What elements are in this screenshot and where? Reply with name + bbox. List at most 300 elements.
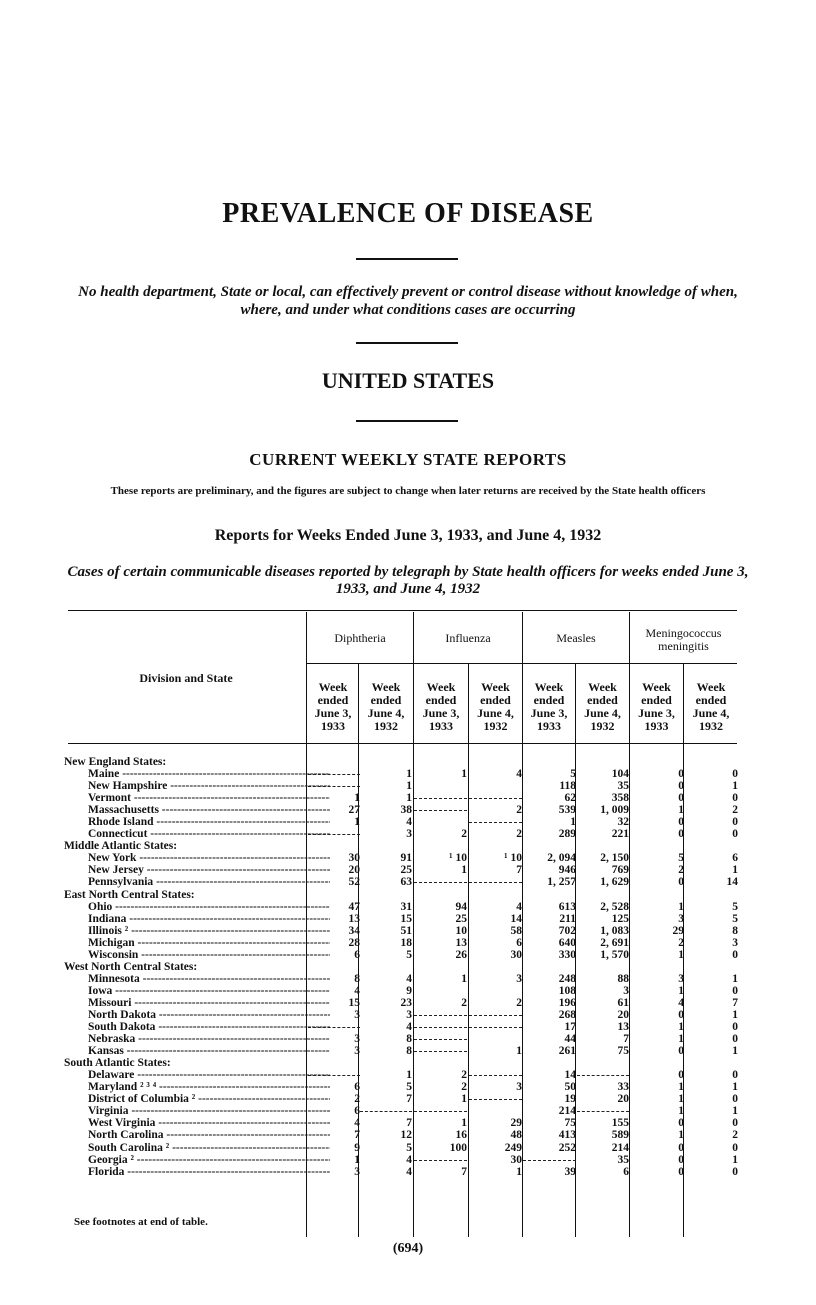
table-cell: 91	[400, 852, 412, 865]
table-cell: 35	[617, 780, 629, 793]
table-cell: 18	[400, 936, 412, 949]
table-cell: 0	[678, 1153, 684, 1166]
table-cell: 2, 528	[600, 900, 629, 913]
col-header: Week ended June 4, 1932	[692, 680, 730, 733]
table-cell: 2	[461, 1081, 467, 1094]
empty-cell-dash	[414, 1021, 467, 1028]
table-row	[60, 864, 750, 876]
state-label: Ohio -----	[88, 901, 330, 913]
table-cell: 29	[510, 1117, 522, 1130]
state-label: North Dakota -----	[88, 1009, 330, 1021]
table-cell: 14	[726, 876, 738, 889]
tagline-rule	[356, 342, 458, 344]
table-row	[60, 876, 750, 888]
table-cell: 6	[516, 936, 522, 949]
table-cell: 3	[732, 936, 738, 949]
table-cell: 589	[611, 1129, 629, 1142]
table-cell: 19	[564, 1093, 576, 1106]
table-cell: 20	[348, 864, 360, 877]
state-label: Georgia ² -----	[88, 1154, 330, 1166]
division-row	[60, 1057, 750, 1069]
table-cell: 1	[461, 768, 467, 781]
section-title: UNITED STATES	[321, 368, 495, 393]
table-cell: 94	[455, 900, 467, 913]
table-row	[60, 1069, 750, 1081]
table-cell: 0	[732, 816, 738, 829]
table-cell: 52	[348, 876, 360, 889]
empty-cell-dash	[414, 1033, 467, 1040]
state-label: Pennsylvania -----	[88, 876, 330, 888]
table-cell: 25	[455, 912, 467, 925]
table-row	[60, 997, 750, 1009]
table-cell: 34	[348, 924, 360, 937]
table-cell: 252	[558, 1141, 576, 1154]
table-cell: 0	[678, 1117, 684, 1130]
division-row	[60, 756, 750, 768]
table-cell: 1	[732, 780, 738, 793]
table-cell: 1	[678, 1033, 684, 1046]
table-cell: 214	[611, 1141, 629, 1154]
table-cell: 702	[558, 924, 576, 937]
state-label: Nebraska -----	[88, 1033, 330, 1045]
table-cell: 20	[617, 1093, 629, 1106]
table-cell: 0	[732, 768, 738, 781]
table-row	[60, 1154, 750, 1166]
table-cell: 2	[461, 1069, 467, 1082]
table-cell: 30	[510, 948, 522, 961]
table-cell: 1	[406, 768, 412, 781]
empty-cell-dash	[414, 1045, 467, 1052]
table-cell: 4	[406, 1021, 412, 1034]
table-row	[60, 901, 750, 913]
table-cell: 1	[354, 1153, 360, 1166]
table-cell: 0	[678, 1045, 684, 1058]
table-cell: ¹ 10	[449, 852, 467, 865]
table-cell: 2	[516, 996, 522, 1009]
table-cell: 196	[558, 996, 576, 1009]
col-header: Week ended June 3, 1933	[530, 680, 568, 733]
table-cell: 0	[678, 876, 684, 889]
state-label: Rhode Island -----	[88, 816, 330, 828]
table-cell: 38	[400, 804, 412, 817]
state-label: North Carolina -----	[88, 1129, 330, 1141]
table-row	[60, 985, 750, 997]
table-cell: 4	[406, 816, 412, 829]
table-cell: 769	[611, 864, 629, 877]
table-row	[60, 1033, 750, 1045]
table-cell: 2, 150	[600, 852, 629, 865]
table-cell: 7	[354, 1129, 360, 1142]
table-cell: 35	[617, 1153, 629, 1166]
state-label: New Hampshire -----	[88, 780, 330, 792]
table-cell: 2	[461, 828, 467, 841]
table-cell: 5	[406, 1081, 412, 1094]
table-row	[60, 913, 750, 925]
table-cell: 1	[678, 984, 684, 997]
table-cell: 2	[516, 828, 522, 841]
col-header: Week ended June 3, 1933	[638, 680, 675, 733]
table-cell: 0	[732, 1021, 738, 1034]
table-cell: 0	[732, 948, 738, 961]
table-cell: 0	[732, 1117, 738, 1130]
state-label: Michigan -----	[88, 937, 330, 949]
state-label: Delaware -----	[88, 1069, 330, 1081]
group-header-influenza: Influenza	[445, 631, 491, 645]
empty-cell-dash	[308, 1069, 360, 1076]
table-cell: 1	[570, 816, 576, 829]
division-state-header: Division and State	[139, 671, 233, 685]
table-cell: 1, 257	[547, 876, 576, 889]
table-cell: 6	[354, 1081, 360, 1094]
table-cell: 14	[510, 912, 522, 925]
table-cell: 51	[400, 924, 412, 937]
division-row	[60, 961, 750, 973]
table-row	[60, 1045, 750, 1057]
state-label: West Virginia -----	[88, 1117, 330, 1129]
empty-cell-dash	[414, 804, 467, 811]
table-cell: 1	[732, 1008, 738, 1021]
empty-cell-dash	[469, 1093, 522, 1100]
state-label: New York -----	[88, 852, 330, 864]
table-cell: 6	[354, 1105, 360, 1118]
table-cell: 108	[558, 984, 576, 997]
table-cell: 0	[732, 1069, 738, 1082]
table-row	[60, 828, 750, 840]
table-cell: 1	[461, 1117, 467, 1130]
empty-cell-dash	[469, 1069, 522, 1076]
empty-cell-dash	[308, 828, 360, 835]
table-cell: 2	[354, 1093, 360, 1106]
table-cell: 15	[400, 912, 412, 925]
table-row	[60, 949, 750, 961]
table-cell: 8	[406, 1033, 412, 1046]
table-cell: 1	[732, 1081, 738, 1094]
table-cell: 1	[732, 1105, 738, 1118]
table-cell: 4	[354, 984, 360, 997]
state-label: Minnesota -----	[88, 973, 330, 985]
table-cell: 4	[354, 1117, 360, 1130]
table-cell: 0	[732, 984, 738, 997]
table-cell: 3	[516, 972, 522, 985]
empty-cell-dash	[414, 792, 467, 799]
table-cell: 13	[455, 936, 467, 949]
table-cell: 29	[672, 924, 684, 937]
table-cell: 155	[611, 1117, 629, 1130]
table-cell: 6	[354, 948, 360, 961]
table-cell: 8	[732, 924, 738, 937]
table-cell: 28	[348, 936, 360, 949]
table-cell: 39	[564, 1165, 576, 1178]
division-row	[60, 889, 750, 901]
table-cell: 4	[406, 1165, 412, 1178]
table-cell: 17	[564, 1021, 576, 1034]
table-cell: 214	[558, 1105, 576, 1118]
reports-title: Reports for Weeks Ended June 3, 1933, and June 4, 1932	[214, 527, 602, 544]
table-cell: 0	[678, 1008, 684, 1021]
title-rule	[356, 258, 458, 260]
table-cell: 1	[354, 816, 360, 829]
state-label: Virginia -----	[88, 1105, 330, 1117]
empty-cell-dash	[469, 792, 522, 799]
table-cell: 61	[617, 996, 629, 1009]
table-cell: 1	[406, 780, 412, 793]
table-cell: 8	[354, 972, 360, 985]
state-label: Maine -----	[88, 768, 330, 780]
table-cell: 5	[732, 912, 738, 925]
table-cell: 62	[564, 792, 576, 805]
state-label: Florida -----	[88, 1166, 330, 1178]
table-row	[60, 792, 750, 804]
table-cell: 16	[455, 1129, 467, 1142]
col-header: Week ended June 4, 1932	[477, 680, 514, 733]
table-cell: 118	[559, 780, 576, 793]
table-cell: 211	[559, 912, 576, 925]
empty-cell-dash	[308, 1021, 360, 1028]
table-cell: 330	[558, 948, 576, 961]
table-cell: 88	[617, 972, 629, 985]
table-row	[60, 804, 750, 816]
table-cell: 4	[678, 996, 684, 1009]
state-label: Wisconsin -----	[88, 949, 330, 961]
table-cell: 6	[623, 1165, 629, 1178]
table-cell: 33	[617, 1081, 629, 1094]
division-label: West North Central States:	[64, 960, 198, 973]
table-cell: 9	[354, 1141, 360, 1154]
subsection-title: CURRENT WEEKLY STATE REPORTS	[249, 450, 567, 469]
table-cell: 5	[406, 1141, 412, 1154]
table-cell: 1, 009	[600, 804, 629, 817]
table-row	[60, 1166, 750, 1178]
state-label: Kansas -----	[88, 1045, 330, 1057]
table-cell: 2	[516, 804, 522, 817]
group-header-meningitis: Meningococcus meningitis	[645, 626, 722, 653]
division-label: New England States:	[64, 756, 167, 768]
table-cell: 1	[678, 1129, 684, 1142]
empty-cell-dash	[469, 1021, 522, 1028]
empty-cell-dash	[360, 1105, 412, 1112]
table-cell: 3	[678, 912, 684, 925]
table-cell: 358	[611, 792, 629, 805]
table-cell: 1	[354, 792, 360, 805]
state-label: Vermont -----	[88, 792, 330, 804]
empty-cell-dash	[414, 1009, 467, 1016]
table-cell: 3	[406, 828, 412, 841]
table-cell: 12	[400, 1129, 412, 1142]
table-cell: 58	[510, 924, 522, 937]
table-cell: 25	[400, 864, 412, 877]
division-row	[60, 840, 750, 852]
empty-cell-dash	[469, 1009, 522, 1016]
table-cell: 3	[354, 1033, 360, 1046]
table-cell: 104	[611, 768, 629, 781]
table-cell: 221	[611, 828, 629, 841]
table-cell: 9	[406, 984, 412, 997]
table-cell: 23	[400, 996, 412, 1009]
table-row	[60, 1129, 750, 1141]
table-cell: 7	[406, 1093, 412, 1106]
table-cell: 7	[516, 864, 522, 877]
table-cell: 27	[348, 804, 360, 817]
table-cell: 50	[564, 1081, 576, 1094]
table-cell: ¹ 10	[504, 852, 522, 865]
table-cell: 1	[732, 864, 738, 877]
table-cell: 249	[504, 1141, 522, 1154]
table-cell: 1	[461, 972, 467, 985]
table-cell: 1, 570	[600, 948, 629, 961]
table-cell: 1	[732, 1153, 738, 1166]
empty-cell-dash	[414, 1154, 467, 1161]
table-cell: 2	[678, 936, 684, 949]
division-label: East North Central States:	[64, 888, 195, 901]
table-cell: 13	[617, 1021, 629, 1034]
empty-cell-dash	[414, 876, 467, 883]
table-cell: 0	[678, 1165, 684, 1178]
table-cell: 3	[406, 1008, 412, 1021]
group-header-measles: Measles	[556, 631, 596, 645]
table-cell: 613	[558, 900, 576, 913]
empty-cell-dash	[577, 1069, 629, 1076]
empty-cell-dash	[469, 816, 522, 823]
table-cell: 75	[564, 1117, 576, 1130]
table-cell: 248	[558, 972, 576, 985]
state-label: South Carolina ² -----	[88, 1142, 330, 1154]
table-cell: 4	[516, 900, 522, 913]
tagline: No health department, State or local, can effectively prevent or control disease without knowledge of when, where, and under what conditions cases are occurring	[78, 284, 738, 318]
table-cell: 7	[732, 996, 738, 1009]
table-cell: 100	[449, 1141, 467, 1154]
state-label: Indiana -----	[88, 913, 330, 925]
table-cell: 0	[678, 828, 684, 841]
table-cell: 1	[678, 900, 684, 913]
col-header: Week ended June 3, 1933	[422, 680, 460, 733]
table-cell: 0	[678, 792, 684, 805]
table-cell: 1	[732, 972, 738, 985]
table-cell: 2	[461, 996, 467, 1009]
table-cell: 75	[617, 1045, 629, 1058]
state-label: Iowa -----	[88, 985, 330, 997]
table-cell: 4	[406, 1153, 412, 1166]
table-cell: 2, 094	[547, 852, 576, 865]
state-label: Missouri -----	[88, 997, 330, 1009]
table-cell: 2, 691	[600, 936, 629, 949]
table-cell: 47	[348, 900, 360, 913]
footnote-reference: See footnotes at end of table.	[74, 1216, 208, 1228]
col-header: Week ended June 3, 1933	[314, 680, 352, 733]
table-cell: 0	[732, 828, 738, 841]
table-cell: 2	[732, 804, 738, 817]
col-header: Week ended June 4, 1932	[367, 680, 405, 733]
table-row	[60, 1105, 750, 1117]
col-header: Week ended June 4, 1932	[584, 680, 621, 733]
table-cell: 30	[510, 1153, 522, 1166]
table-cell: 10	[455, 924, 467, 937]
empty-cell-dash	[523, 1154, 576, 1161]
state-label: Connecticut -----	[88, 828, 330, 840]
table-cell: 0	[732, 1141, 738, 1154]
table-cell: 3	[354, 1008, 360, 1021]
table-cell: 3	[623, 984, 629, 997]
table-cell: 1	[678, 1093, 684, 1106]
state-label: Illinois ² -----	[88, 925, 330, 937]
table-row	[60, 1142, 750, 1154]
page-title: PREVALENCE OF DISEASE	[222, 198, 594, 229]
table-cell: 0	[732, 1165, 738, 1178]
table-cell: 14	[564, 1069, 576, 1082]
table-row	[60, 1021, 750, 1033]
table-cell: 7	[406, 1117, 412, 1130]
table-row	[60, 852, 750, 864]
table-cell: 268	[558, 1008, 576, 1021]
table-cell: 0	[678, 816, 684, 829]
table-cell: 2	[732, 1129, 738, 1142]
table-cell: 0	[678, 780, 684, 793]
table-cell: 1	[516, 1045, 522, 1058]
table-cell: 2	[678, 864, 684, 877]
table-cell: 413	[558, 1129, 576, 1142]
table-cell: 3	[354, 1045, 360, 1058]
table-cell: 3	[354, 1165, 360, 1178]
table-cell: 26	[455, 948, 467, 961]
table-cell: 125	[611, 912, 629, 925]
table-cell: 5	[678, 852, 684, 865]
table-cell: 15	[348, 996, 360, 1009]
table-cell: 1	[461, 864, 467, 877]
state-label: Massachusetts -----	[88, 804, 330, 816]
table-cell: 8	[406, 1045, 412, 1058]
table-cell: 6	[732, 852, 738, 865]
table-cell: 31	[400, 900, 412, 913]
table-cell: 7	[461, 1165, 467, 1178]
table-cell: 640	[558, 936, 576, 949]
table-row	[60, 937, 750, 949]
table-row	[60, 1081, 750, 1093]
table-cell: 32	[617, 816, 629, 829]
table-cell: 5	[406, 948, 412, 961]
table-cell: 0	[678, 1069, 684, 1082]
table-row	[60, 768, 750, 780]
table-cell: 3	[678, 972, 684, 985]
table-cell: 0	[732, 1093, 738, 1106]
table-cell: 0	[678, 768, 684, 781]
table-cell: 3	[516, 1081, 522, 1094]
table-cell: 1	[406, 1069, 412, 1082]
table-cell: 13	[348, 912, 360, 925]
table-cell: 0	[732, 792, 738, 805]
table-cell: 44	[564, 1033, 576, 1046]
preliminary-note: These reports are preliminary, and the figures are subject to change when later returns are received by the State health officers	[110, 485, 706, 497]
table-cell: 289	[558, 828, 576, 841]
empty-cell-dash	[414, 1105, 467, 1112]
state-label: South Dakota -----	[88, 1021, 330, 1033]
table-cell: 20	[617, 1008, 629, 1021]
state-label: District of Columbia ² -----	[88, 1093, 330, 1105]
table-cell: 1	[406, 792, 412, 805]
table-cell: 5	[570, 768, 576, 781]
table-body	[60, 756, 750, 1178]
table-caption: Cases of certain communicable diseases reported by telegraph by State health officers for weeks ended June 3, 1933, and June 4, 1932	[67, 564, 749, 597]
state-label: Maryland ² ³ ⁴ -----	[88, 1081, 330, 1093]
table-top-rule	[68, 610, 737, 611]
table-cell: 48	[510, 1129, 522, 1142]
table-row	[60, 816, 750, 828]
table-cell: 1	[678, 948, 684, 961]
table-cell: 1	[461, 1093, 467, 1106]
table-row	[60, 925, 750, 937]
table-cell: 1	[678, 804, 684, 817]
table-cell: 1	[678, 1021, 684, 1034]
table-cell: 5	[732, 900, 738, 913]
table-cell: 946	[558, 864, 576, 877]
